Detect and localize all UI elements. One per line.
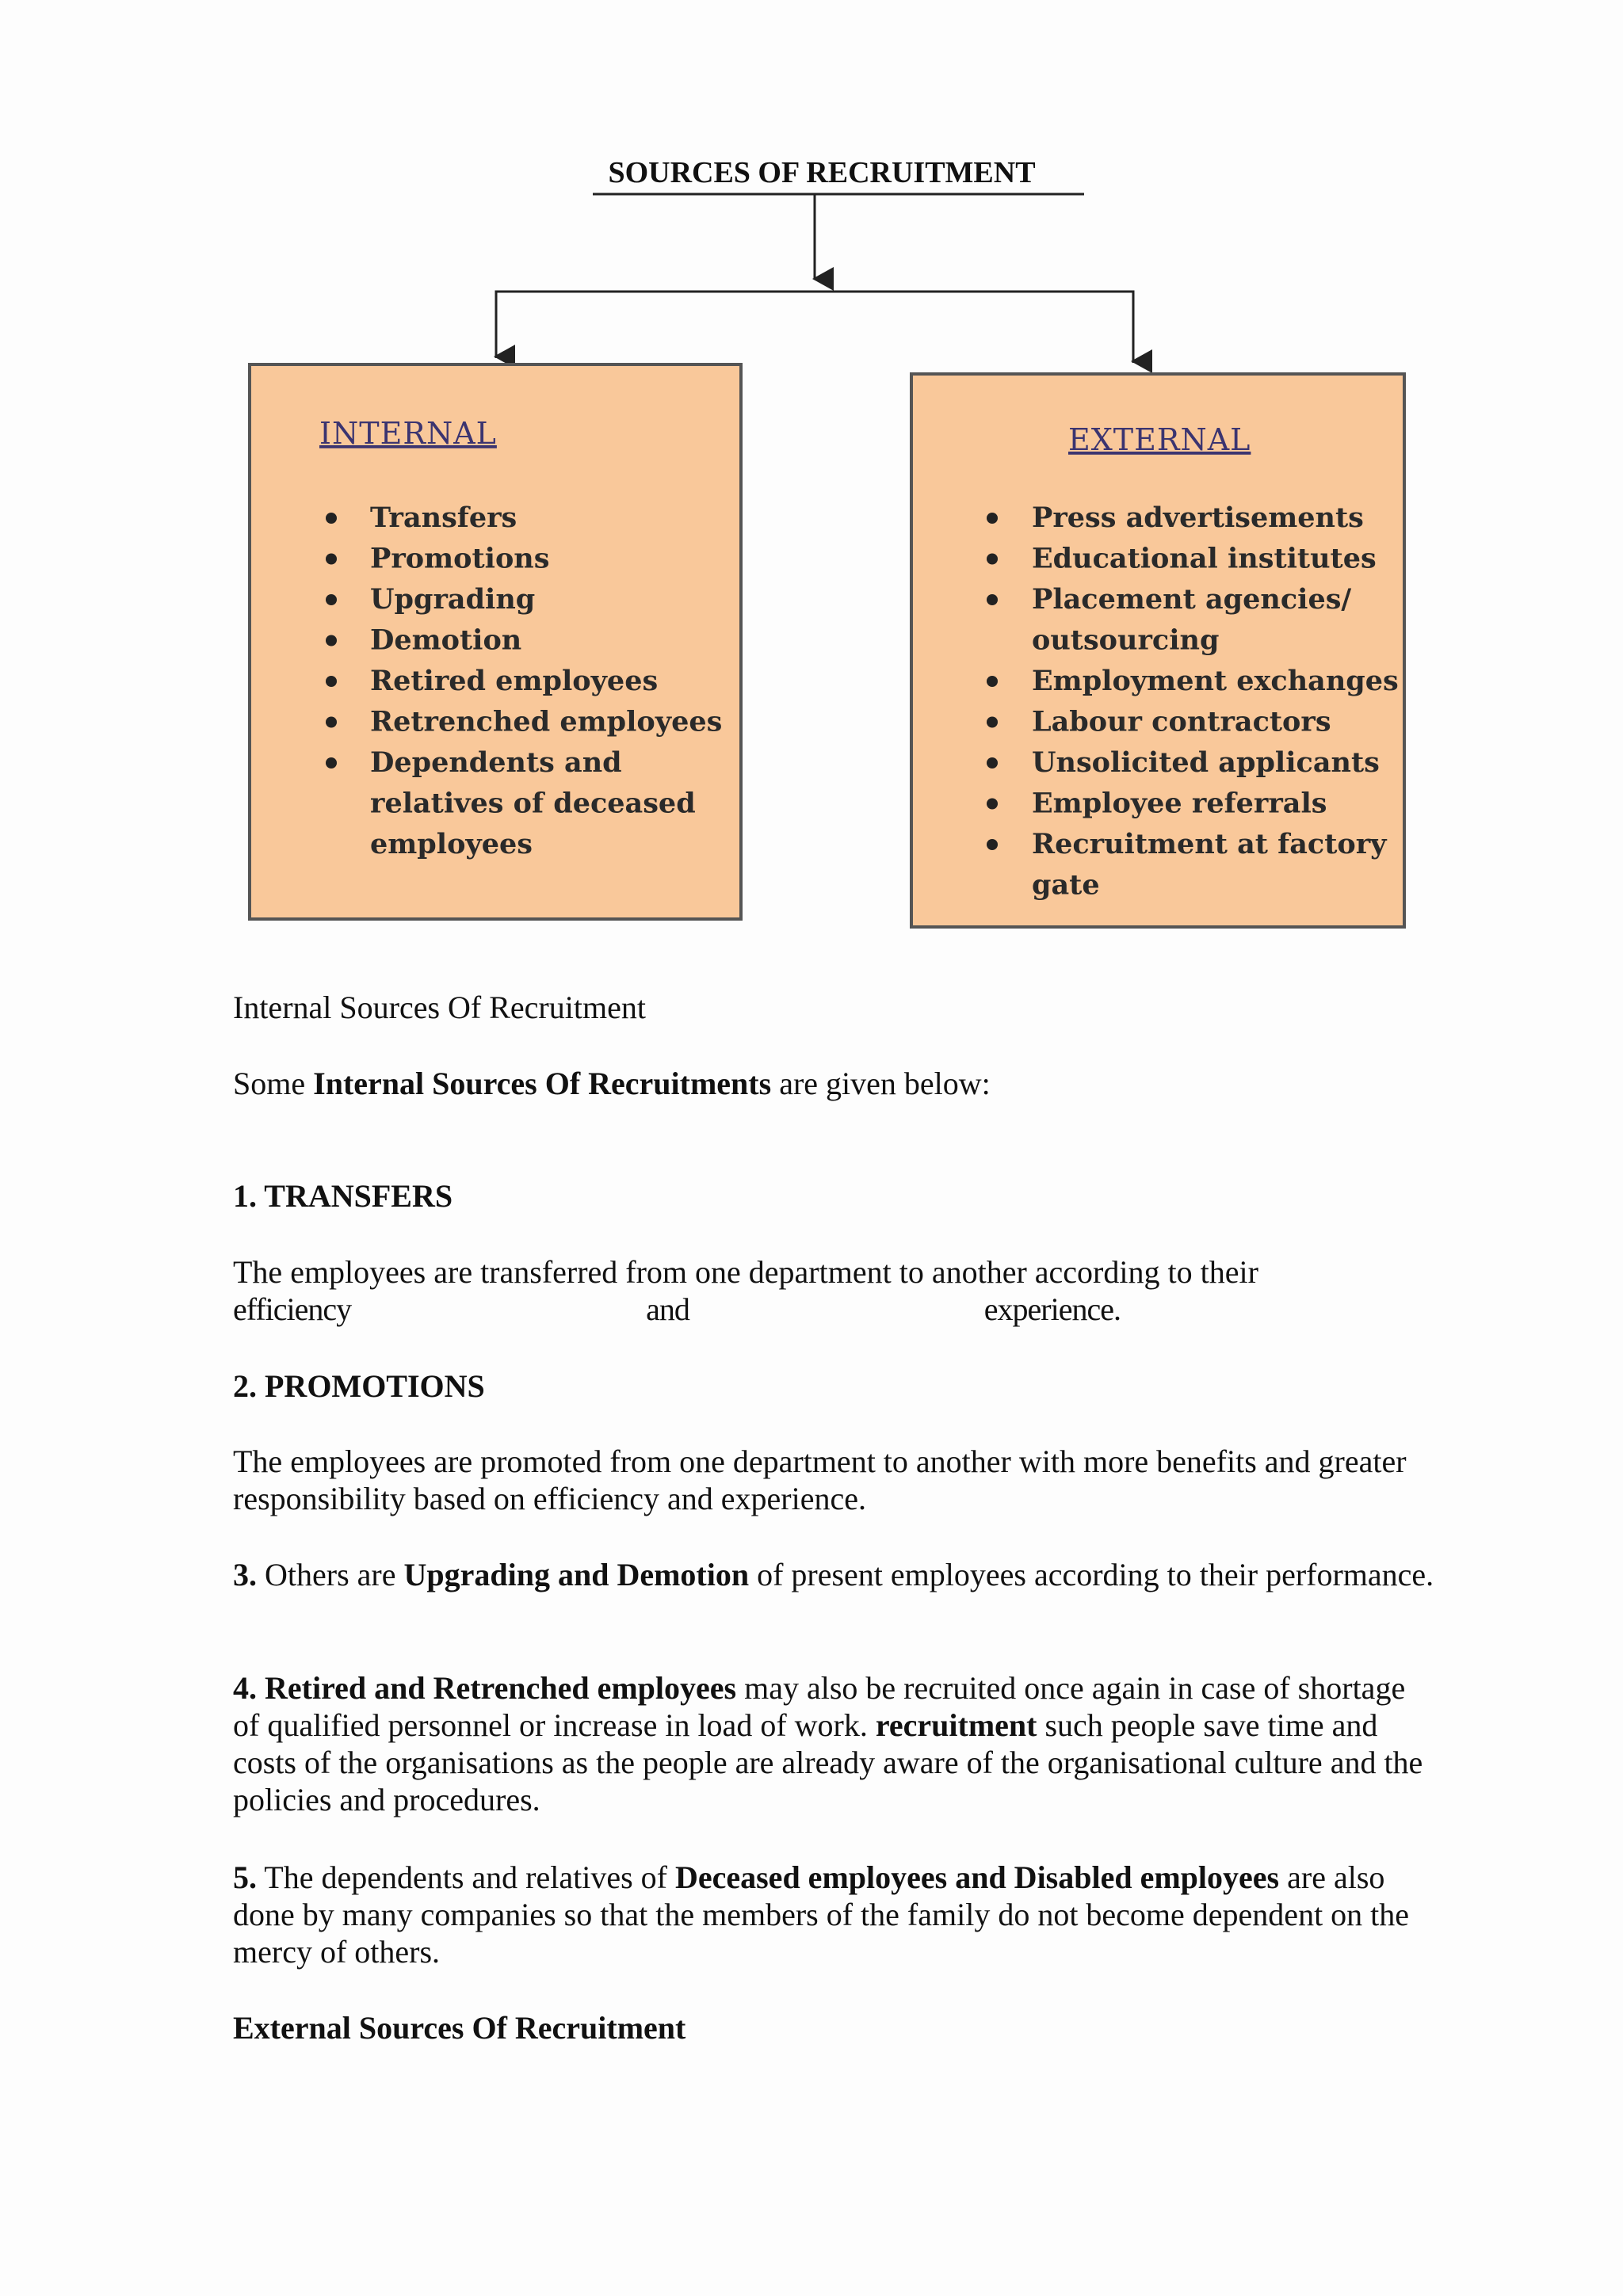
external-heading: EXTERNAL <box>1068 422 1251 457</box>
s4-text2: such people save time and costs of the organisations as the people are already aware of the organisational culture and the policies and procedures. <box>233 1707 1423 1817</box>
internal-item: Retired employees <box>370 665 659 697</box>
transfers-word-3: experience. <box>983 1291 1121 1327</box>
external-bullet-icon <box>987 757 998 769</box>
internal-item: relatives of deceased <box>370 787 696 820</box>
external-bullet-icon <box>987 594 998 605</box>
s3-pre: Others are <box>257 1557 404 1592</box>
external-item: Recruitment at factory <box>1032 828 1387 860</box>
external-bullet-icon <box>987 513 998 524</box>
intro-pre: Some <box>233 1066 314 1101</box>
internal-box <box>250 364 741 919</box>
transfers-line2 <box>233 1291 1121 1328</box>
s3-post: of present employees according to their performance. <box>749 1557 1434 1592</box>
external-item: Employee referrals <box>1032 787 1327 820</box>
external-bullet-icon <box>987 676 998 687</box>
external-item: Unsolicited applicants <box>1032 746 1380 779</box>
internal-sources-title <box>233 989 1438 1026</box>
external-bullet-icon <box>987 554 998 565</box>
external-sources-heading: External Sources Of Recruitment <box>233 2010 686 2046</box>
intro-bold: Internal Sources Of Recruitments <box>313 1066 772 1101</box>
external-box <box>911 374 1404 927</box>
internal-item: Promotions <box>370 542 550 575</box>
intro-paragraph <box>233 1065 1438 1102</box>
internal-bullet-icon <box>326 554 337 565</box>
internal-item: Transfers <box>370 502 517 534</box>
promotions-text: The employees are promoted from one department to another with more benefits and greater responsibility based on efficiency and experience. <box>233 1444 1407 1516</box>
s4-text1: may also be recruited once again in case of shortage of qualified personnel or increase in load of work. <box>233 1670 1406 1743</box>
s5-bold: Deceased employees and Disabled employees <box>674 1859 1280 1895</box>
transfers-paragraph <box>233 1253 1438 1328</box>
external-item: Educational institutes <box>1032 542 1377 575</box>
section-promotions <box>233 1367 1438 1405</box>
internal-bullet-icon <box>326 757 337 769</box>
external-item: Press advertisements <box>1032 502 1364 534</box>
transfers-word-1: efficiency <box>233 1291 352 1327</box>
internal-item: Upgrading <box>370 583 536 616</box>
external-item: gate <box>1032 868 1100 902</box>
internal-item: Demotion <box>370 624 522 657</box>
s3-bold: Upgrading and Demotion <box>403 1557 750 1592</box>
internal-bullet-icon <box>326 513 337 524</box>
internal-item: Dependents and <box>370 746 622 779</box>
section-retired <box>233 1669 1438 1818</box>
external-item: Placement agencies/ <box>1032 583 1352 616</box>
external-bullet-icon <box>987 717 998 728</box>
recruitment-sources-diagram <box>0 0 1623 974</box>
diagram-title: SOURCES OF RECRUITMENT <box>608 156 1036 189</box>
promotions-heading: 2. PROMOTIONS <box>233 1368 485 1404</box>
transfers-heading: 1. TRANSFERS <box>233 1178 453 1214</box>
s4-bold1: 4. Retired and Retrenched employees <box>233 1670 737 1706</box>
s5-pre: The dependents and relatives of <box>257 1859 675 1895</box>
section-deceased <box>233 1859 1438 1970</box>
transfers-word-2: and <box>646 1291 689 1327</box>
external-item: Employment exchanges <box>1032 665 1399 697</box>
section-upgrading <box>233 1556 1438 1593</box>
external-bullet-icon <box>987 839 998 850</box>
intro-post: are given below: <box>771 1066 991 1101</box>
internal-bullet-icon <box>326 676 337 687</box>
transfers-line1: The employees are transferred from one department to another according to their <box>233 1254 1258 1290</box>
s5-post: are also done by many companies so that the members of the family do not become dependent on the mercy of others. <box>233 1859 1410 1970</box>
internal-item: Retrenched employees <box>370 705 723 738</box>
internal-bullet-icon <box>326 717 337 728</box>
section-external <box>233 2009 1438 2046</box>
internal-bullet-icon <box>326 594 337 605</box>
internal-heading: INTERNAL <box>319 416 497 451</box>
internal-item: employees <box>370 828 533 860</box>
promotions-paragraph <box>233 1443 1438 1517</box>
internal-sources-heading: Internal Sources Of Recruitment <box>233 990 646 1025</box>
external-bullet-icon <box>987 799 998 810</box>
section-transfers <box>233 1177 1438 1215</box>
external-item: outsourcing <box>1032 624 1220 657</box>
s3-num: 3. <box>233 1557 257 1592</box>
external-item: Labour contractors <box>1032 705 1331 738</box>
s4-bold2: recruitment <box>875 1707 1037 1743</box>
connector-arrows <box>496 194 1133 363</box>
s5-num: 5. <box>233 1859 257 1895</box>
internal-bullet-icon <box>326 635 337 646</box>
